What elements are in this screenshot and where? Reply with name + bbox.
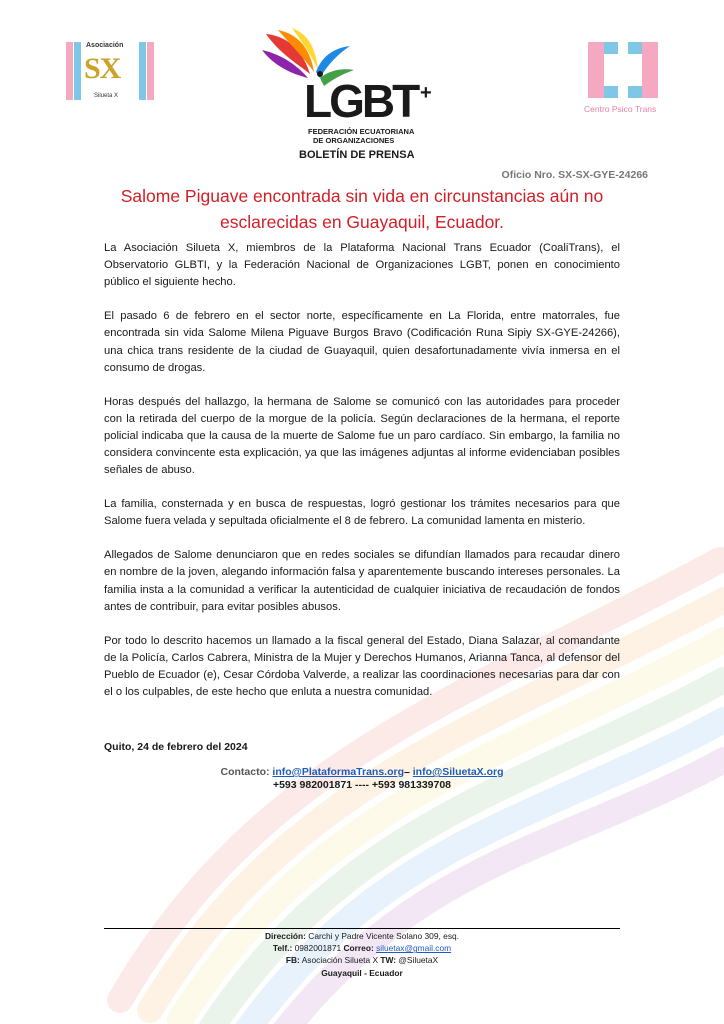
lgbt-federation-logo <box>258 26 448 166</box>
logo-org-label: Asociación <box>86 42 124 49</box>
contact-block <box>0 766 724 792</box>
logo-name-label: Silueta X <box>94 93 119 99</box>
logo-lgbt-mark: LGBT <box>304 75 418 127</box>
bulletin-title: BOLETÍN DE PRENSA <box>299 149 415 161</box>
body-paragraph: El pasado 6 de febrero en el sector norte, específicamente en La Florida, entre matorrales, fue encontrada sin vida Salome Milena Piguave Burgos Bravo (Codificación Runa Sipiy SX-GYE-24266), una chica trans residente de la ciudad de Guayaquil, quien desafortunadamente vivía inmersa en el consumo de drogas. <box>104 310 620 374</box>
contact-phones: +593 982001871 ---- +593 981339708 <box>272 779 452 791</box>
logo-sx-mark: SX <box>84 52 121 85</box>
document-reference-number: Oficio Nro. SX-SX-GYE-24266 <box>501 169 648 181</box>
email-link-plataforma-trans[interactable]: info@PlataformaTrans.org <box>272 766 404 778</box>
logo-federation-line2: DE ORGANIZACIONES <box>313 136 395 145</box>
contact-separator: – <box>404 766 410 778</box>
body-paragraph: La Asociación Silueta X, miembros de la Plataforma Nacional Trans Ecuador (CoaliTrans), el Observatorio GLBTI, y la Federación Nacional de Organizaciones LGBT, ponen en conocimiento público el siguiente hecho. <box>104 242 620 289</box>
footer-address-block <box>0 930 724 979</box>
silueta-x-logo <box>66 40 154 102</box>
press-release-headline: Salome Piguave encontrada sin vida en circunstancias aún no esclarecidas en Guayaquil, Ecuador. <box>120 186 604 232</box>
body-paragraph: Allegados de Salome denunciaron que en redes sociales se difundían llamados para recaudar dinero en nombre de la joven, alegando información falsa y aparentemente buscando intereses personales. La familia insta a la comunidad a verificar la autenticidad de cualquier iniciativa de recaudación de fondos antes de contribuir, para evitar posibles abusos. <box>104 549 620 613</box>
contact-label: Contacto: <box>220 766 270 778</box>
centro-psico-trans-logo <box>584 40 664 120</box>
footer-email-label: Correo: <box>343 943 374 954</box>
footer-facebook-label: FB: <box>285 955 300 966</box>
centro-psico-trans-label: Centro Psico Trans <box>584 104 657 114</box>
footer-city: Guayaquil - Ecuador <box>321 967 403 978</box>
footer-twitter-label: TW: <box>380 955 397 966</box>
email-link-silueta-x[interactable]: info@SiluetaX.org <box>412 766 504 778</box>
footer-phone-label: Telf.: <box>272 943 293 954</box>
body-paragraph: Por todo lo descrito hacemos un llamado a la fiscal general del Estado, Diana Salazar, al comandante de la Policía, Carlos Cabrera, Ministra de la Mujer y Derechos Humanos, Arianna Tanca, al defensor del Pueblo de Ecuador (e), Cesar Córdoba Valverde, a realizar las coordinaciones necesarias para dar con el o los culpables, de este hecho que enluta a nuestra comunidad. <box>104 634 620 699</box>
centro-psico-trans-icon <box>584 40 664 100</box>
logo-federation-line1: FEDERACIÓN ECUATORIANA <box>308 127 415 136</box>
body-paragraph: La familia, consternada y en busca de respuestas, logró gestionar los trámites necesarios para que Salome fuera velada y sepultada oficialmente el 8 de febrero. La comunidad lamenta en misterio. <box>104 498 620 528</box>
footer-email-link[interactable]: siluetax@gmail.com <box>376 943 452 954</box>
footer-phone: 0982001871 <box>294 943 342 954</box>
body-paragraph: Horas después del hallazgo, la hermana de Salome se comunicó con las autoridades para proceder con la retirada del cuerpo de la morgue de la policía. Según declaraciones de la hermana, el reporte policial indicaba que la causa de la muerte de Salome fue un paro cardíaco. Sin embargo, la familia no considera convincente esta explicación, ya que las imágenes adjuntas al informe evidenciaban posibles señales de abuso. <box>104 395 620 477</box>
footer-facebook: Asociación Silueta X <box>301 955 379 966</box>
footer-address: Carchi y Padre Vicente Solano 309, esq. <box>308 931 459 941</box>
footer-divider <box>104 928 620 929</box>
footer-address-label: Dirección: <box>265 931 306 941</box>
release-date: Quito, 24 de febrero del 2024 <box>104 741 248 753</box>
logo-plus-mark: + <box>420 82 432 104</box>
footer-twitter: @SiluetaX <box>398 955 439 966</box>
press-release-body <box>104 240 620 718</box>
